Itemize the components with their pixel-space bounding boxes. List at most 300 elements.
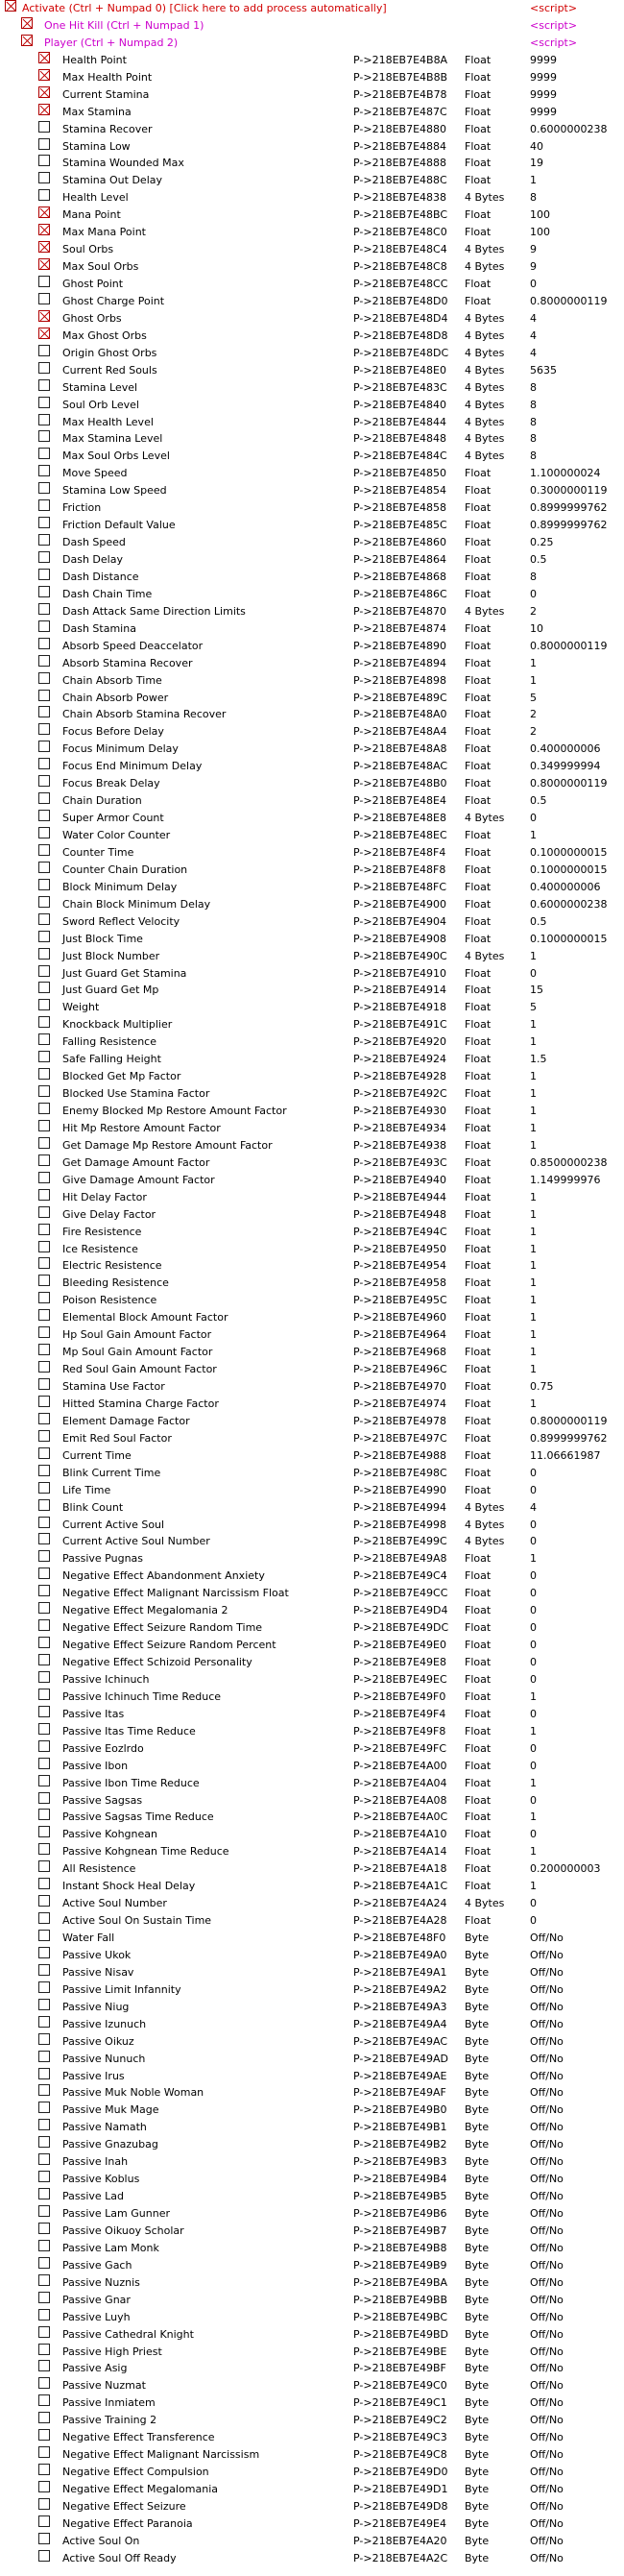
entry-value[interactable]: 9999 xyxy=(530,53,557,66)
entry-value[interactable]: 19 xyxy=(530,157,543,170)
table-row[interactable] xyxy=(0,1619,624,1637)
entry-value[interactable]: 0.8500000238 xyxy=(530,1155,608,1169)
active-checkbox[interactable] xyxy=(38,534,50,546)
active-checkbox[interactable] xyxy=(38,999,50,1010)
table-row[interactable] xyxy=(0,1706,624,1723)
active-checkbox[interactable] xyxy=(21,17,33,29)
active-checkbox[interactable] xyxy=(38,1758,50,1769)
active-checkbox[interactable] xyxy=(38,1723,50,1735)
table-row[interactable] xyxy=(0,1033,624,1051)
table-row[interactable] xyxy=(0,448,624,465)
active-checkbox[interactable] xyxy=(38,965,50,977)
entry-value[interactable]: Off/No xyxy=(530,2017,564,2030)
table-row[interactable] xyxy=(0,1585,624,1602)
table-row[interactable] xyxy=(0,1275,624,1292)
active-checkbox[interactable] xyxy=(38,293,50,304)
table-row[interactable] xyxy=(0,465,624,482)
table-row[interactable] xyxy=(0,1947,624,1964)
table-row[interactable] xyxy=(0,948,624,965)
table-row[interactable] xyxy=(0,1567,624,1585)
table-row[interactable] xyxy=(0,2344,624,2361)
entry-value[interactable]: 8 xyxy=(530,432,537,446)
entry-value[interactable]: 9999 xyxy=(530,105,557,118)
active-checkbox[interactable] xyxy=(38,931,50,942)
active-checkbox[interactable] xyxy=(38,1033,50,1045)
entry-value[interactable]: Off/No xyxy=(530,2190,564,2203)
active-checkbox[interactable] xyxy=(38,2464,50,2475)
active-checkbox[interactable] xyxy=(38,1895,50,1907)
active-checkbox[interactable] xyxy=(38,1189,50,1201)
entry-value[interactable]: 0.6000000238 xyxy=(530,897,608,911)
entry-value[interactable]: 1 xyxy=(530,1689,537,1703)
active-checkbox[interactable] xyxy=(38,2326,50,2338)
table-row[interactable] xyxy=(0,2171,624,2188)
entry-value[interactable]: Off/No xyxy=(530,2448,564,2462)
active-checkbox[interactable] xyxy=(38,1275,50,1286)
table-row[interactable] xyxy=(0,1241,624,1258)
active-checkbox[interactable] xyxy=(38,1361,50,1373)
table-row[interactable] xyxy=(0,155,624,172)
entry-value[interactable]: 0 xyxy=(530,1741,537,1755)
active-checkbox[interactable] xyxy=(38,1137,50,1149)
table-row[interactable] xyxy=(0,1809,624,1826)
active-checkbox[interactable] xyxy=(38,517,50,528)
table-row[interactable] xyxy=(0,1550,624,1567)
table-row[interactable] xyxy=(0,1465,624,1482)
table-row[interactable] xyxy=(0,1602,624,1619)
active-checkbox[interactable] xyxy=(38,810,50,821)
entry-value[interactable]: 1.100000024 xyxy=(530,467,601,480)
entry-value[interactable]: Off/No xyxy=(530,2241,564,2254)
table-row[interactable] xyxy=(0,844,624,862)
entry-value[interactable]: Off/No xyxy=(530,2414,564,2427)
table-row[interactable] xyxy=(0,1878,624,1895)
table-row[interactable] xyxy=(0,2360,624,2377)
entry-value[interactable]: 1 xyxy=(530,1207,537,1221)
entry-value[interactable]: Off/No xyxy=(530,1982,564,1996)
entry-value[interactable]: Off/No xyxy=(530,2345,564,2358)
active-checkbox[interactable] xyxy=(38,241,50,253)
entry-value[interactable]: 1 xyxy=(530,1070,537,1083)
table-row[interactable] xyxy=(0,2240,624,2257)
table-row[interactable] xyxy=(0,121,624,138)
active-checkbox[interactable] xyxy=(38,896,50,908)
table-row[interactable] xyxy=(0,672,624,690)
entry-value[interactable]: Off/No xyxy=(530,2121,564,2134)
entry-value[interactable]: 9 xyxy=(530,260,537,274)
table-row[interactable] xyxy=(0,1533,624,1550)
entry-value[interactable]: 4 xyxy=(530,311,537,325)
entry-value[interactable]: 100 xyxy=(530,226,550,239)
active-checkbox[interactable] xyxy=(38,1964,50,1976)
entry-value[interactable]: 0 xyxy=(530,1639,537,1652)
table-row[interactable] xyxy=(0,328,624,345)
table-row[interactable] xyxy=(0,1860,624,1878)
entry-value[interactable]: 1.149999976 xyxy=(530,1173,601,1186)
table-row[interactable] xyxy=(0,879,624,896)
active-checkbox[interactable] xyxy=(38,1878,50,1889)
table-row[interactable] xyxy=(0,1396,624,1413)
table-row[interactable] xyxy=(0,2292,624,2309)
table-row[interactable] xyxy=(0,1206,624,1224)
active-checkbox[interactable] xyxy=(38,758,50,769)
entry-value[interactable]: 4 xyxy=(530,346,537,359)
table-row[interactable] xyxy=(0,896,624,913)
entry-value[interactable]: Off/No xyxy=(530,2362,564,2375)
table-row[interactable] xyxy=(0,2119,624,2136)
active-checkbox[interactable] xyxy=(38,1533,50,1544)
table-row[interactable] xyxy=(0,586,624,603)
active-checkbox[interactable] xyxy=(38,189,50,201)
table-row[interactable] xyxy=(0,810,624,827)
table-row[interactable] xyxy=(0,2515,624,2533)
active-checkbox[interactable] xyxy=(38,913,50,925)
table-row[interactable] xyxy=(0,965,624,983)
active-checkbox[interactable] xyxy=(38,2377,50,2389)
entry-value[interactable]: 8 xyxy=(530,191,537,205)
active-checkbox[interactable] xyxy=(38,775,50,787)
table-row[interactable] xyxy=(0,138,624,156)
entry-value[interactable]: 0.8999999762 xyxy=(530,501,608,515)
table-row[interactable] xyxy=(0,517,624,534)
active-checkbox[interactable] xyxy=(38,1206,50,1218)
entry-value[interactable]: 0.8999999762 xyxy=(530,519,608,532)
active-checkbox[interactable] xyxy=(38,1826,50,1837)
entry-value[interactable]: Off/No xyxy=(530,1948,564,1961)
active-checkbox[interactable] xyxy=(38,379,50,391)
entry-value[interactable]: 1 xyxy=(530,656,537,669)
table-row[interactable] xyxy=(0,104,624,121)
entry-value[interactable]: 0 xyxy=(530,1759,537,1772)
active-checkbox[interactable] xyxy=(38,638,50,649)
active-checkbox[interactable] xyxy=(38,1619,50,1631)
active-checkbox[interactable] xyxy=(38,52,50,63)
entry-value[interactable]: 0.400000006 xyxy=(530,880,601,893)
table-row[interactable] xyxy=(0,690,624,707)
entry-value[interactable]: 1 xyxy=(530,949,537,962)
entry-value[interactable]: 2 xyxy=(530,725,537,739)
active-checkbox[interactable] xyxy=(38,1912,50,1924)
active-checkbox[interactable] xyxy=(38,2446,50,2458)
entry-value[interactable]: 0 xyxy=(530,1672,537,1686)
active-checkbox[interactable] xyxy=(38,1120,50,1131)
table-row[interactable] xyxy=(0,1154,624,1172)
active-checkbox[interactable] xyxy=(38,104,50,115)
entry-value[interactable]: 1 xyxy=(530,1810,537,1824)
active-checkbox[interactable] xyxy=(38,2136,50,2148)
entry-value[interactable]: 0.6000000238 xyxy=(530,122,608,135)
entry-value[interactable]: 1 xyxy=(530,1276,537,1290)
entry-value[interactable]: 1 xyxy=(530,1035,537,1049)
table-row[interactable] xyxy=(0,2084,624,2102)
entry-value[interactable]: 0.25 xyxy=(530,536,554,549)
active-checkbox[interactable] xyxy=(38,1499,50,1511)
active-checkbox[interactable] xyxy=(38,1344,50,1355)
table-row[interactable] xyxy=(0,2377,624,2394)
table-row[interactable] xyxy=(0,1447,624,1465)
active-checkbox[interactable] xyxy=(38,2033,50,2045)
table-row[interactable] xyxy=(0,706,624,723)
entry-value[interactable]: 0.8000000119 xyxy=(530,294,608,307)
entry-value[interactable]: 0.1000000015 xyxy=(530,863,608,876)
table-row[interactable] xyxy=(0,1654,624,1671)
entry-value[interactable]: 10 xyxy=(530,621,543,635)
table-row[interactable] xyxy=(0,362,624,379)
table-row[interactable] xyxy=(0,2446,624,2464)
table-row[interactable] xyxy=(0,1378,624,1396)
active-checkbox[interactable] xyxy=(38,2360,50,2371)
active-checkbox[interactable] xyxy=(38,2429,50,2441)
active-checkbox[interactable] xyxy=(38,2292,50,2303)
active-checkbox[interactable] xyxy=(38,1465,50,1476)
active-checkbox[interactable] xyxy=(38,844,50,856)
entry-value[interactable]: 8 xyxy=(530,570,537,583)
active-checkbox[interactable] xyxy=(38,741,50,752)
table-row[interactable] xyxy=(0,931,624,948)
active-checkbox[interactable] xyxy=(38,1809,50,1820)
table-row[interactable] xyxy=(0,1740,624,1758)
entry-value[interactable]: 15 xyxy=(530,984,543,997)
active-checkbox[interactable] xyxy=(38,2309,50,2321)
table-row[interactable] xyxy=(0,379,624,397)
entry-value[interactable]: 1 xyxy=(530,1087,537,1101)
table-row[interactable] xyxy=(0,414,624,431)
entry-value[interactable]: <script> xyxy=(530,18,578,32)
entry-value[interactable]: 0 xyxy=(530,966,537,980)
entry-value[interactable]: 1 xyxy=(530,1845,537,1859)
active-checkbox[interactable] xyxy=(38,1413,50,1424)
entry-value[interactable]: 1 xyxy=(530,1259,537,1273)
table-row[interactable] xyxy=(0,1292,624,1309)
active-checkbox[interactable] xyxy=(38,1378,50,1390)
entry-value[interactable]: 0 xyxy=(530,1793,537,1807)
active-checkbox[interactable] xyxy=(38,2412,50,2423)
table-row[interactable] xyxy=(0,1517,624,1534)
active-checkbox[interactable] xyxy=(38,2257,50,2269)
table-row[interactable] xyxy=(0,2481,624,2498)
table-row[interactable] xyxy=(0,172,624,189)
table-row[interactable] xyxy=(0,999,624,1016)
active-checkbox[interactable] xyxy=(38,723,50,735)
table-row[interactable] xyxy=(0,1137,624,1154)
entry-value[interactable]: Off/No xyxy=(530,2310,564,2323)
active-checkbox[interactable] xyxy=(38,1326,50,1338)
entry-value[interactable]: 1 xyxy=(530,1225,537,1238)
entry-value[interactable]: 0.400000006 xyxy=(530,742,601,756)
entry-value[interactable]: 8 xyxy=(530,450,537,463)
entry-value[interactable]: 0 xyxy=(530,1897,537,1910)
table-row[interactable] xyxy=(0,827,624,844)
entry-value[interactable]: Off/No xyxy=(530,2516,564,2530)
entry-value[interactable]: 0 xyxy=(530,1914,537,1928)
entry-value[interactable]: 0.5 xyxy=(530,794,547,808)
entry-value[interactable]: Off/No xyxy=(530,2069,564,2082)
entry-value[interactable]: 9 xyxy=(530,243,537,256)
active-checkbox[interactable] xyxy=(38,2068,50,2079)
active-checkbox[interactable] xyxy=(38,362,50,374)
entry-value[interactable]: 0 xyxy=(530,1518,537,1531)
entry-value[interactable]: 0 xyxy=(530,278,537,290)
active-checkbox[interactable] xyxy=(38,1947,50,1958)
table-row[interactable] xyxy=(0,792,624,810)
table-row[interactable] xyxy=(0,982,624,999)
active-checkbox[interactable] xyxy=(38,121,50,133)
entry-value[interactable]: 5 xyxy=(530,1001,537,1014)
entry-value[interactable]: 11.06661987 xyxy=(530,1448,601,1462)
entry-value[interactable]: 0 xyxy=(530,1483,537,1496)
table-row[interactable] xyxy=(0,1912,624,1930)
table-row[interactable] xyxy=(0,551,624,569)
entry-value[interactable]: Off/No xyxy=(530,2086,564,2100)
active-checkbox[interactable] xyxy=(38,2171,50,2182)
active-checkbox[interactable] xyxy=(38,1447,50,1459)
table-row[interactable] xyxy=(0,293,624,310)
active-checkbox[interactable] xyxy=(38,1689,50,1700)
active-checkbox[interactable] xyxy=(38,414,50,425)
active-checkbox[interactable] xyxy=(38,1016,50,1028)
entry-value[interactable]: Off/No xyxy=(530,2293,564,2306)
entry-value[interactable]: 9999 xyxy=(530,87,557,101)
table-row[interactable] xyxy=(0,69,624,86)
active-checkbox[interactable] xyxy=(38,69,50,81)
script-entry-row[interactable] xyxy=(0,0,624,17)
table-row[interactable] xyxy=(0,1482,624,1499)
table-row[interactable] xyxy=(0,189,624,207)
entry-value[interactable]: 2 xyxy=(530,604,537,618)
entry-value[interactable]: 1 xyxy=(530,174,537,187)
entry-value[interactable]: Off/No xyxy=(530,2431,564,2444)
active-checkbox[interactable] xyxy=(38,1396,50,1407)
active-checkbox[interactable] xyxy=(38,551,50,563)
table-row[interactable] xyxy=(0,1930,624,1947)
entry-value[interactable]: 0 xyxy=(530,1604,537,1617)
table-row[interactable] xyxy=(0,2205,624,2223)
table-row[interactable] xyxy=(0,1430,624,1447)
table-row[interactable] xyxy=(0,1723,624,1740)
active-checkbox[interactable] xyxy=(38,86,50,98)
table-row[interactable] xyxy=(0,1068,624,1085)
active-checkbox[interactable] xyxy=(5,0,16,12)
active-checkbox[interactable] xyxy=(38,792,50,804)
entry-value[interactable]: 0.349999994 xyxy=(530,760,601,773)
entry-value[interactable]: 9999 xyxy=(530,70,557,84)
entry-value[interactable]: 0.8000000119 xyxy=(530,1414,608,1427)
active-checkbox[interactable] xyxy=(38,1792,50,1804)
active-checkbox[interactable] xyxy=(38,862,50,873)
entry-value[interactable]: 0 xyxy=(530,1466,537,1479)
active-checkbox[interactable] xyxy=(38,2240,50,2251)
active-checkbox[interactable] xyxy=(38,1981,50,1993)
active-checkbox[interactable] xyxy=(38,1550,50,1562)
active-checkbox[interactable] xyxy=(38,1241,50,1252)
entry-value[interactable]: Off/No xyxy=(530,2275,564,2289)
active-checkbox[interactable] xyxy=(38,1654,50,1665)
active-checkbox[interactable] xyxy=(38,397,50,408)
active-checkbox[interactable] xyxy=(38,620,50,632)
entry-value[interactable]: 1 xyxy=(530,1294,537,1307)
table-row[interactable] xyxy=(0,758,624,775)
table-row[interactable] xyxy=(0,2051,624,2068)
entry-value[interactable]: Off/No xyxy=(530,2327,564,2341)
entry-value[interactable]: Off/No xyxy=(530,2534,564,2547)
table-row[interactable] xyxy=(0,723,624,741)
table-row[interactable] xyxy=(0,2326,624,2344)
table-row[interactable] xyxy=(0,241,624,258)
active-checkbox[interactable] xyxy=(38,1103,50,1114)
table-row[interactable] xyxy=(0,1361,624,1378)
table-row[interactable] xyxy=(0,2274,624,2292)
table-row[interactable] xyxy=(0,1964,624,1981)
table-row[interactable] xyxy=(0,1413,624,1430)
table-row[interactable] xyxy=(0,207,624,224)
table-row[interactable] xyxy=(0,2016,624,2033)
entry-value[interactable]: 8 xyxy=(530,398,537,411)
entry-value[interactable]: 1 xyxy=(530,673,537,687)
entry-value[interactable]: 1 xyxy=(530,1328,537,1342)
table-row[interactable] xyxy=(0,499,624,517)
table-row[interactable] xyxy=(0,775,624,792)
active-checkbox[interactable] xyxy=(38,2481,50,2492)
active-checkbox[interactable] xyxy=(38,2515,50,2527)
active-checkbox[interactable] xyxy=(38,207,50,218)
active-checkbox[interactable] xyxy=(38,499,50,511)
entry-value[interactable]: 1 xyxy=(530,1552,537,1566)
table-row[interactable] xyxy=(0,1671,624,1689)
active-checkbox[interactable] xyxy=(38,1430,50,1442)
active-checkbox[interactable] xyxy=(38,1930,50,1941)
table-row[interactable] xyxy=(0,862,624,879)
active-checkbox[interactable] xyxy=(38,2274,50,2286)
table-row[interactable] xyxy=(0,1257,624,1275)
table-row[interactable] xyxy=(0,1999,624,2016)
active-checkbox[interactable] xyxy=(38,1292,50,1303)
active-checkbox[interactable] xyxy=(38,2051,50,2062)
table-row[interactable] xyxy=(0,1326,624,1344)
table-row[interactable] xyxy=(0,1637,624,1654)
entry-value[interactable]: <script> xyxy=(530,2,578,14)
entry-value[interactable]: Off/No xyxy=(530,1932,564,1944)
entry-value[interactable]: 4 xyxy=(530,1500,537,1514)
active-checkbox[interactable] xyxy=(38,448,50,459)
entry-value[interactable]: 4 xyxy=(530,328,537,342)
active-checkbox[interactable] xyxy=(38,2119,50,2130)
entry-value[interactable]: 1 xyxy=(530,1880,537,1893)
entry-value[interactable]: 1 xyxy=(530,1105,537,1117)
entry-value[interactable]: 1 xyxy=(530,1018,537,1032)
table-row[interactable] xyxy=(0,2394,624,2412)
active-checkbox[interactable] xyxy=(38,172,50,183)
entry-value[interactable]: Off/No xyxy=(530,2155,564,2169)
table-row[interactable] xyxy=(0,2223,624,2240)
entry-value[interactable]: 0 xyxy=(530,1828,537,1841)
entry-value[interactable]: 0 xyxy=(530,1587,537,1600)
entry-value[interactable]: 0.8000000119 xyxy=(530,639,608,652)
entry-value[interactable]: 0 xyxy=(530,1569,537,1583)
table-row[interactable] xyxy=(0,397,624,414)
entry-value[interactable]: 0 xyxy=(530,587,537,600)
table-row[interactable] xyxy=(0,1309,624,1326)
table-row[interactable] xyxy=(0,1103,624,1120)
active-checkbox[interactable] xyxy=(38,1999,50,2010)
entry-value[interactable]: Off/No xyxy=(530,1965,564,1979)
active-checkbox[interactable] xyxy=(38,1154,50,1166)
table-row[interactable] xyxy=(0,1172,624,1189)
entry-value[interactable]: 0.5 xyxy=(530,914,547,928)
entry-value[interactable]: 1 xyxy=(530,1190,537,1203)
table-row[interactable] xyxy=(0,1775,624,1792)
table-row[interactable] xyxy=(0,1085,624,1103)
entry-value[interactable]: 0.8999999762 xyxy=(530,1431,608,1445)
